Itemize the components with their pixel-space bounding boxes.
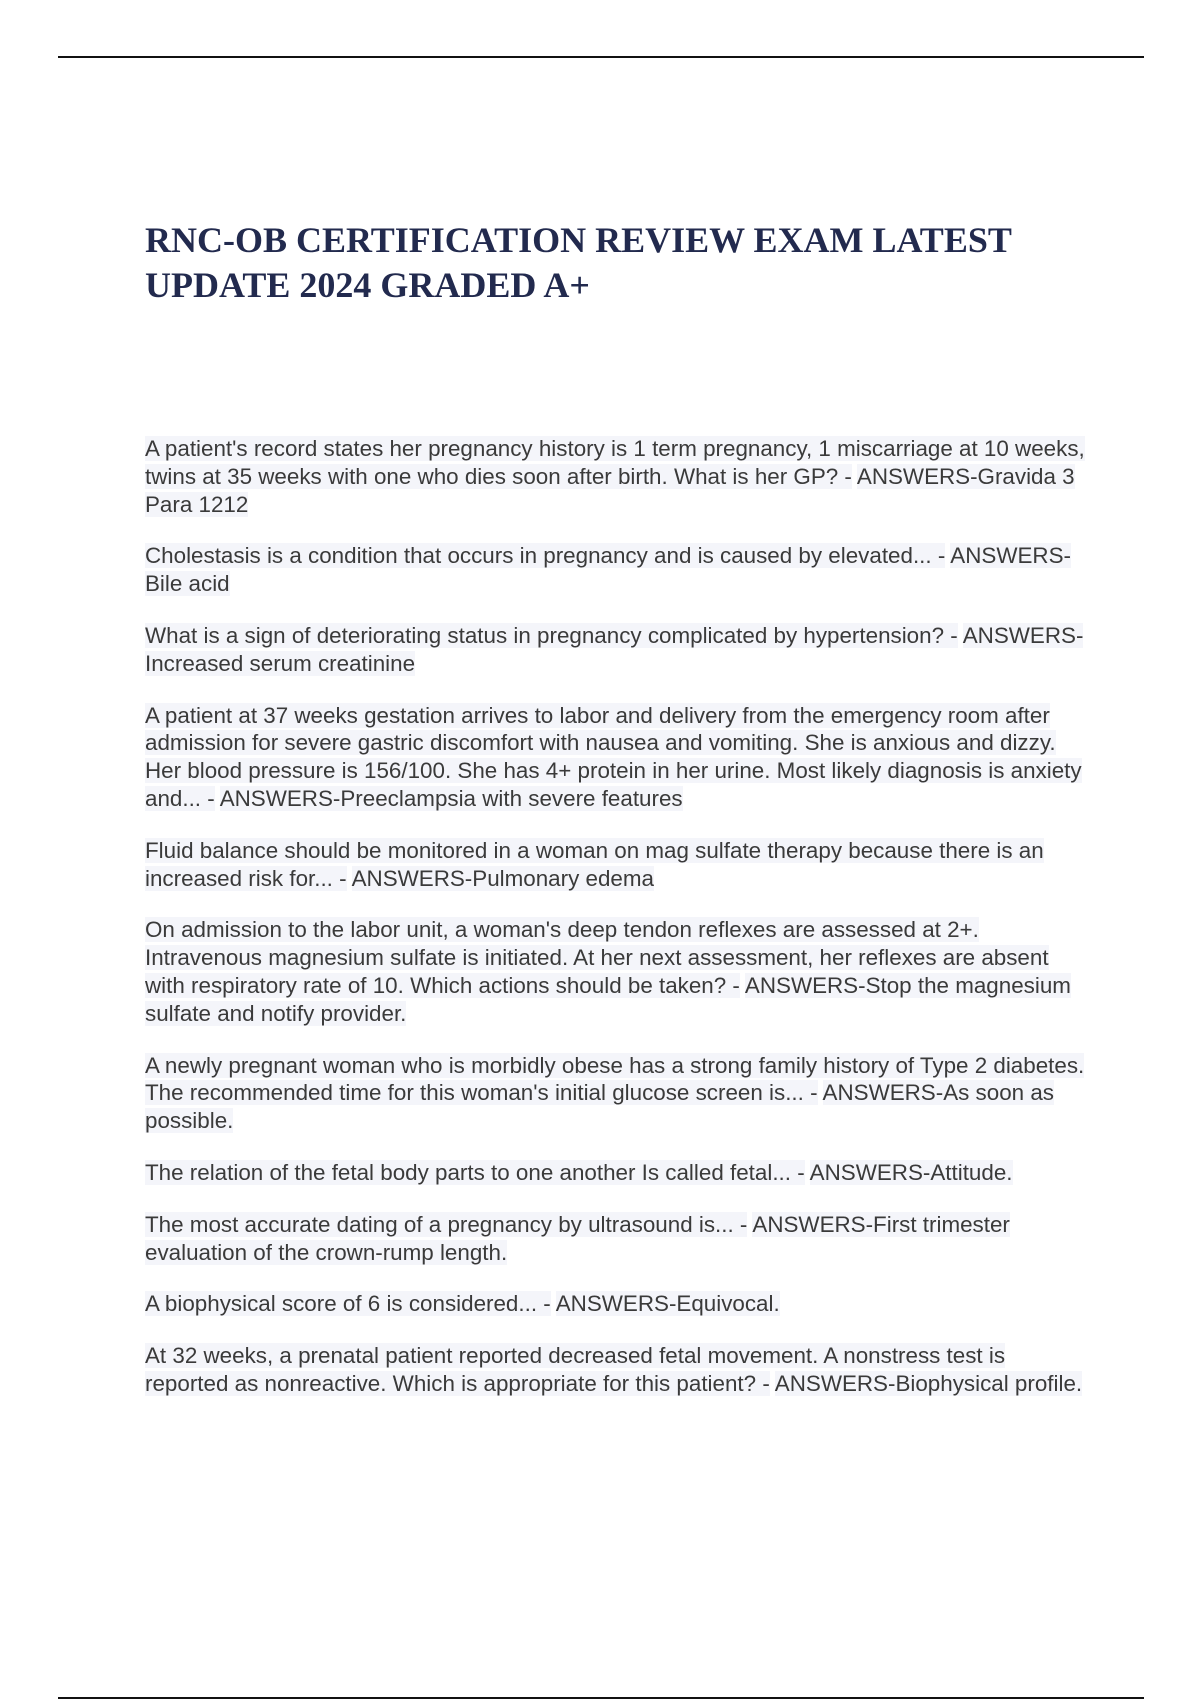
- answer-text: ANSWERS-Preeclampsia with severe features: [219, 785, 683, 811]
- question-text: Cholestasis is a condition that occurs in pregnancy and is caused by elevated... -: [145, 543, 946, 569]
- question-text: Fluid balance should be monitored in a woman on mag sulfate therapy because there is an increased risk for... -: [145, 837, 1044, 891]
- question-text: A biophysical score of 6 is considered... -: [145, 1291, 551, 1317]
- qa-item: [145, 916, 1085, 1027]
- answer-text: ANSWERS-Stop the magnesium sulfate and notify provider.: [145, 972, 1071, 1026]
- answer-text: ANSWERS-Increased serum creatinine: [145, 622, 1084, 676]
- answer-text: ANSWERS-Attitude.: [809, 1159, 1013, 1185]
- qa-list: [145, 435, 1085, 1422]
- answer-text: ANSWERS-Biophysical profile.: [774, 1370, 1083, 1396]
- question-text: What is a sign of deteriorating status in pregnancy complicated by hypertension? -: [145, 622, 958, 648]
- qa-item: [145, 1342, 1085, 1398]
- answer-text: ANSWERS-First trimester evaluation of the crown-rump length.: [145, 1211, 1010, 1265]
- qa-item: [145, 1052, 1085, 1135]
- question-text: The relation of the fetal body parts to one another Is called fetal... -: [145, 1159, 805, 1185]
- top-divider: [58, 56, 1144, 58]
- answer-text: ANSWERS-As soon as possible.: [145, 1080, 1054, 1134]
- question-text: A patient at 37 weeks gestation arrives to labor and delivery from the emergency room after admission for severe gastric discomfort with nausea and vomiting. She is anxious and dizzy. Her blood pressure is 156/100. She has 4+ protein in her urine. Most likely diagnosis is anxiety and... -: [145, 702, 1082, 811]
- question-text: At 32 weeks, a prenatal patient reported decreased fetal movement. A nonstress test is reported as nonreactive. Which is appropriate for this patient? -: [145, 1343, 1006, 1396]
- question-text: On admission to the labor unit, a woman's deep tendon reflexes are assessed at 2+. Intravenous magnesium sulfate is initiated. At her next assessment, her reflexes are absent with respiratory rate of 10. Which actions should be taken? -: [145, 917, 1049, 998]
- qa-item: [145, 837, 1085, 893]
- question-text: A newly pregnant woman who is morbidly obese has a strong family history of Type 2 diabetes. The recommended time for this woman's initial glucose screen is... -: [145, 1052, 1085, 1106]
- answer-text: ANSWERS-Bile acid: [145, 543, 1071, 597]
- answer-text: ANSWERS-Equivocal.: [555, 1291, 780, 1317]
- qa-item: [145, 542, 1085, 598]
- qa-item: [145, 622, 1085, 678]
- qa-item: [145, 1290, 1085, 1318]
- document-title: RNC-OB CERTIFICATION REVIEW EXAM LATEST UPDATE 2024 GRADED A+: [145, 220, 1012, 305]
- answer-text: ANSWERS-Gravida 3 Para 1212: [145, 463, 1075, 517]
- answer-text: ANSWERS-Pulmonary edema: [351, 865, 654, 891]
- bottom-divider: [58, 1697, 1144, 1699]
- qa-item: [145, 1159, 1085, 1187]
- qa-item: [145, 1211, 1085, 1267]
- qa-item: [145, 702, 1085, 813]
- qa-item: [145, 435, 1085, 518]
- question-text: A patient's record states her pregnancy history is 1 term pregnancy, 1 miscarriage at 10 weeks, twins at 35 weeks with one who dies soon after birth. What is her GP? -: [145, 436, 1085, 489]
- question-text: The most accurate dating of a pregnancy by ultrasound is... -: [145, 1211, 748, 1237]
